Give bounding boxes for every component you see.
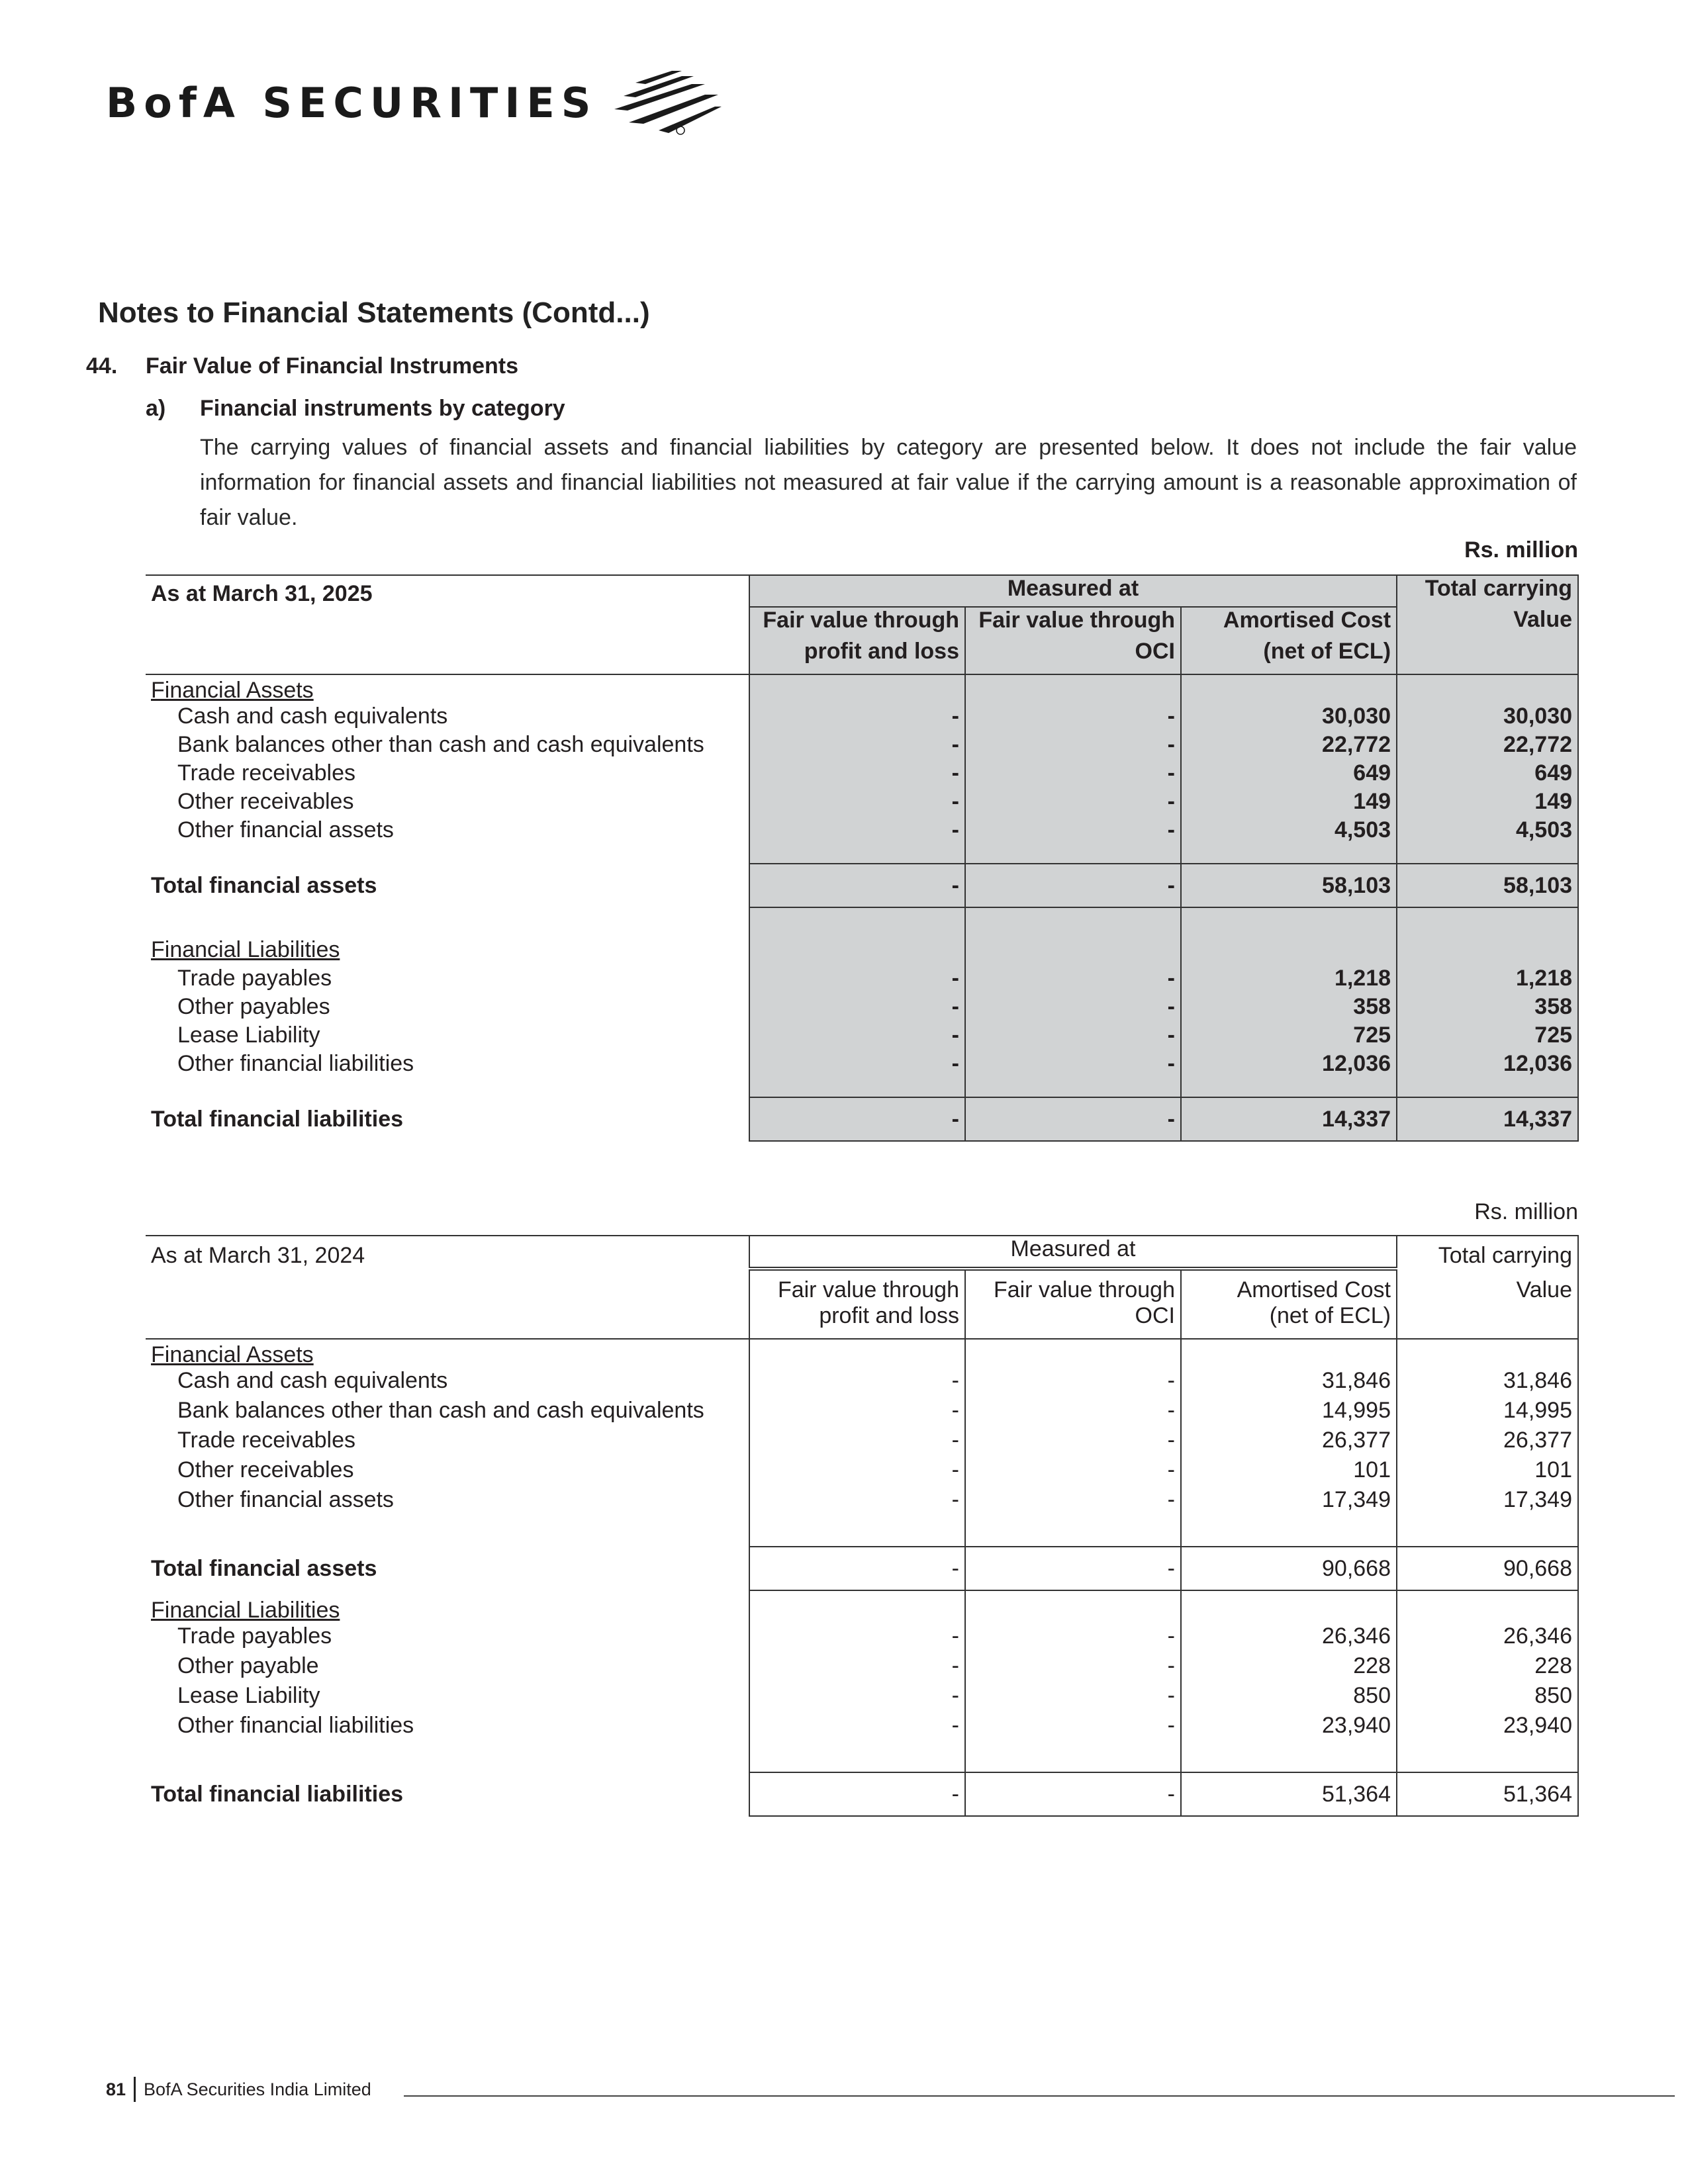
- col-fvtpl-line1: Fair value through: [749, 1269, 965, 1303]
- col-fvoci-line1: Fair value through: [965, 1269, 1181, 1303]
- units-label-2025: Rs. million: [1464, 537, 1578, 563]
- footer-divider: [134, 2077, 136, 2102]
- table-row: Other financial assets - - 17,349 17,349: [146, 1487, 1578, 1517]
- logo-text: BofA SECURITIES: [106, 78, 598, 127]
- as-at-label: As at March 31, 2024: [151, 1243, 365, 1268]
- col-amortised-line2: (net of ECL): [1181, 639, 1397, 674]
- page-number: 81: [106, 2079, 126, 2099]
- table-row: Other payable - - 228 228: [146, 1653, 1578, 1683]
- total-header-line2: Value: [1397, 607, 1578, 639]
- total-liabilities-row: Total financial liabilities - - 14,337 14,337: [146, 1097, 1578, 1141]
- col-fvoci-line2: OCI: [965, 639, 1181, 674]
- table-row: Trade payables - - 26,346 26,346: [146, 1623, 1578, 1653]
- table-row: Trade receivables - - 649 649: [146, 760, 1578, 789]
- intro-paragraph: The carrying values of financial assets and financial liabilities by category are presented below. It does not include the fair value information for financial assets and financial liabilities not measured at fair value if the carrying amount is a reasonable approximation of fair value.: [200, 435, 1577, 530]
- as-at-label: As at March 31, 2025: [151, 581, 373, 606]
- liabilities-heading: Financial Liabilities: [151, 1598, 340, 1623]
- table-row: Bank balances other than cash and cash equivalents - - 22,772 22,772: [146, 732, 1578, 760]
- table-row: Trade payables - - 1,218 1,218: [146, 966, 1578, 994]
- table-row: Bank balances other than cash and cash equivalents - - 14,995 14,995: [146, 1398, 1578, 1428]
- table-row: Other financial assets - - 4,503 4,503: [146, 817, 1578, 846]
- financial-instruments-table-2024: [146, 1235, 1579, 1817]
- logo: [106, 66, 722, 139]
- col-fvtpl-line2: profit and loss: [749, 639, 965, 674]
- total-header-line1: Total carrying: [1397, 575, 1578, 607]
- assets-heading: Financial Assets: [151, 1342, 314, 1367]
- bofa-flag-icon: [609, 69, 722, 136]
- subsection-number: a): [146, 396, 166, 421]
- table-row: Other financial liabilities - - 12,036 12,036: [146, 1051, 1578, 1079]
- total-assets-row: Total financial assets - - 58,103 58,103: [146, 864, 1578, 907]
- section-heading: [86, 353, 518, 379]
- units-label-2024: Rs. million: [1474, 1199, 1578, 1224]
- section-number: 44.: [86, 353, 118, 379]
- total-header-line1: Total carrying: [1397, 1236, 1578, 1269]
- table-row: Other financial liabilities - - 23,940 23,940: [146, 1713, 1578, 1743]
- footer-rule: [404, 2095, 1675, 2097]
- total-liabilities-row: Total financial liabilities - - 51,364 51,364: [146, 1772, 1578, 1816]
- table-row: Other receivables - - 101 101: [146, 1457, 1578, 1487]
- table-row: Cash and cash equivalents - - 30,030 30,030: [146, 704, 1578, 732]
- table-row: Lease Liability - - 725 725: [146, 1023, 1578, 1051]
- page-title: Notes to Financial Statements (Contd...): [98, 296, 650, 329]
- col-fvtpl-line1: Fair value through: [749, 607, 965, 639]
- financial-instruments-table-2025: [146, 574, 1579, 1142]
- measured-at-header: Measured at: [749, 1236, 1397, 1269]
- col-fvoci-line1: Fair value through: [965, 607, 1181, 639]
- col-fvtpl-line2: profit and loss: [749, 1303, 965, 1339]
- table-row: Other receivables - - 149 149: [146, 789, 1578, 817]
- col-fvoci-line2: OCI: [965, 1303, 1181, 1339]
- total-assets-row: Total financial assets - - 90,668 90,668: [146, 1547, 1578, 1590]
- footer-company: BofA Securities India Limited: [144, 2079, 371, 2099]
- total-header-line2: Value: [1397, 1269, 1578, 1303]
- col-amortised-line1: Amortised Cost: [1181, 1269, 1397, 1303]
- col-amortised-line2: (net of ECL): [1181, 1303, 1397, 1339]
- table-row: Cash and cash equivalents - - 31,846 31,846: [146, 1368, 1578, 1398]
- measured-at-header: Measured at: [749, 575, 1397, 607]
- subsection-title: Financial instruments by category: [200, 396, 565, 421]
- table-row: Trade receivables - - 26,377 26,377: [146, 1428, 1578, 1457]
- table-row: Lease Liability - - 850 850: [146, 1683, 1578, 1713]
- table-row: Other payables - - 358 358: [146, 994, 1578, 1023]
- liabilities-heading: Financial Liabilities: [151, 937, 340, 962]
- subsection-heading: [146, 396, 565, 422]
- col-amortised-line1: Amortised Cost: [1181, 607, 1397, 639]
- page-footer: [106, 2077, 371, 2102]
- assets-heading: Financial Assets: [151, 678, 314, 703]
- section-title: Fair Value of Financial Instruments: [146, 353, 519, 379]
